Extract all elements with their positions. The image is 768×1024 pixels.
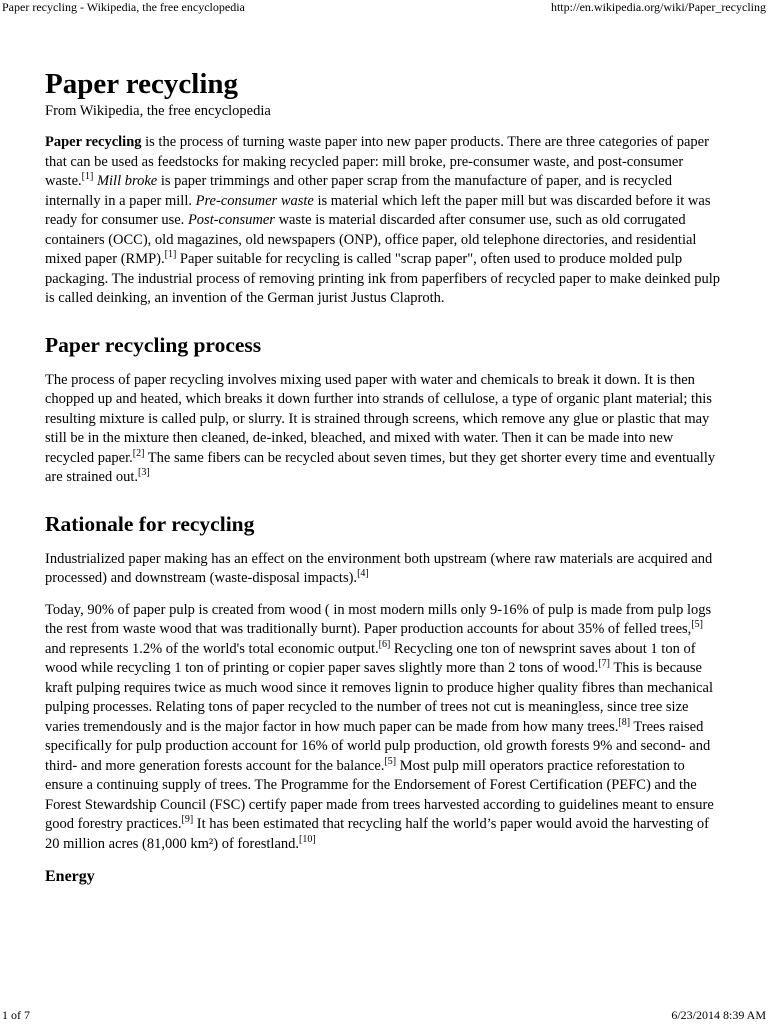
rationale-paragraph-1: Industrialized paper making has an effect on the environment both upstream (where raw materials are acquired and processed) and downstream (waste-disposal impacts).[4] — [45, 550, 713, 586]
citation-link[interactable]: [5] — [384, 755, 397, 767]
section-heading-rationale: Rationale for recycling — [45, 511, 255, 536]
citation-link[interactable]: [10] — [299, 833, 316, 845]
citation-link[interactable]: [7] — [598, 658, 610, 669]
citation-link[interactable]: [4] — [357, 568, 369, 579]
citation-link[interactable]: [5] — [691, 619, 703, 630]
italic-term: Mill broke — [96, 173, 158, 189]
citation-link[interactable]: [2] — [132, 447, 145, 459]
header-page-title: Paper recycling - Wikipedia, the free encyclopedia — [2, 0, 245, 14]
italic-term: Pre-consumer waste — [195, 192, 314, 209]
footer-page-number: 1 of 7 — [2, 1008, 30, 1022]
footer-datetime: 6/23/2014 8:39 AM — [671, 1008, 766, 1022]
process-paragraph: The process of paper recycling involves mixing used paper with water and chemicals to break it down. It is then chopped up and heated, which breaks it down further into strands of cellulose, a type of organic plant material; this resulting mixture is called pulp, or slurry. It is strained through screens, which remove any glue or plastic that may still be in the mixture then cleaned, de-inked, bleached, and mixed with water. Then it can be made into new recycled paper.[2] The same fibers can be recycled about seven times, but they get shorter every time and eventually are strained out.[3] — [45, 371, 716, 485]
page-subtitle: From Wikipedia, the free encyclopedia — [45, 103, 271, 119]
citation-link[interactable]: [3] — [138, 467, 150, 478]
section-heading-energy: Energy — [45, 868, 95, 885]
article-content — [45, 66, 723, 888]
citation-link[interactable]: [6] — [378, 638, 391, 650]
citation-link[interactable]: [1] — [81, 171, 94, 182]
print-header — [0, 0, 768, 18]
header-url[interactable]: http://en.wikipedia.org/wiki/Paper_recycling — [550, 0, 766, 14]
citation-link[interactable]: [9] — [181, 814, 194, 825]
citation-link[interactable]: [1] — [164, 249, 177, 260]
section-heading-process: Paper recycling process — [45, 332, 262, 357]
intro-paragraph: Paper recycling is the process of turning waste paper into new paper products. There are three categories of paper that can be used as feedstocks for making recycled paper: mill broke, pre-consumer waste, and post-consumer waste.[1] Mill broke is paper trimmings and other paper scrap from the manufacture of paper, and is recycled internally in a paper mill. Pre-consumer waste is material which left the paper mill but was discarded before it was ready for consumer use. Post-consumer waste is material discarded after consumer use, such as old corrugated containers (OCC), old magazines, old newspapers (ONP), office paper, old telephone directories, and residential mixed paper (RMP).[1] Paper suitable for recycling is called "scrap paper", often used to produce molded pulp packaging. The industrial process of removing printing ink from paperfibers of recycled paper to make deinked pulp is called deinking, an invention of the German jurist Justus Claproth. — [45, 134, 720, 306]
page-title: Paper recycling — [45, 68, 239, 100]
rationale-paragraph-2: Today, 90% of paper pulp is created from wood ( in most modern mills only 9-16% of pulp is made from pulp logs the rest from waste wood that was traditionally burnt). Paper production accounts for about 35% of felled trees,[5] and represents 1.2% of the world's total economic output.[6] Recycling one ton of newsprint saves about 1 ton of wood while recycling 1 ton of printing or copier paper saves slightly more than 2 tons of wood.[7] This is because kraft pulping requires twice as much wood since it removes lignin to produce higher quality fibres than mechanical pulping processes. Relating tons of paper recycled to the number of trees not cut is meaningless, since tree size varies tremendously and is the major factor in how much paper can be made from how many trees.[8] Trees raised specifically for pulp production account for 16% of world pulp production, old growth forests 9% and second- and third- and more generation forests account for the balance.[5] Most pulp mill operators practice reforestation to ensure a continuing supply of trees. The Programme for the Endorsement of Forest Certification (PEFC) and the Forest Stewardship Council (FSC) certify paper made from trees harvested according to guidelines meant to ensure good forestry practices.[9] It has been estimated that recycling half the world’s paper would avoid the harvesting of 20 million acres (81,000 km²) of forestland.[10] — [45, 601, 714, 852]
citation-link[interactable]: [8] — [618, 716, 631, 728]
print-footer — [0, 1008, 768, 1024]
italic-term: Post-consumer — [187, 212, 275, 228]
bold-term: Paper recycling — [45, 134, 142, 150]
